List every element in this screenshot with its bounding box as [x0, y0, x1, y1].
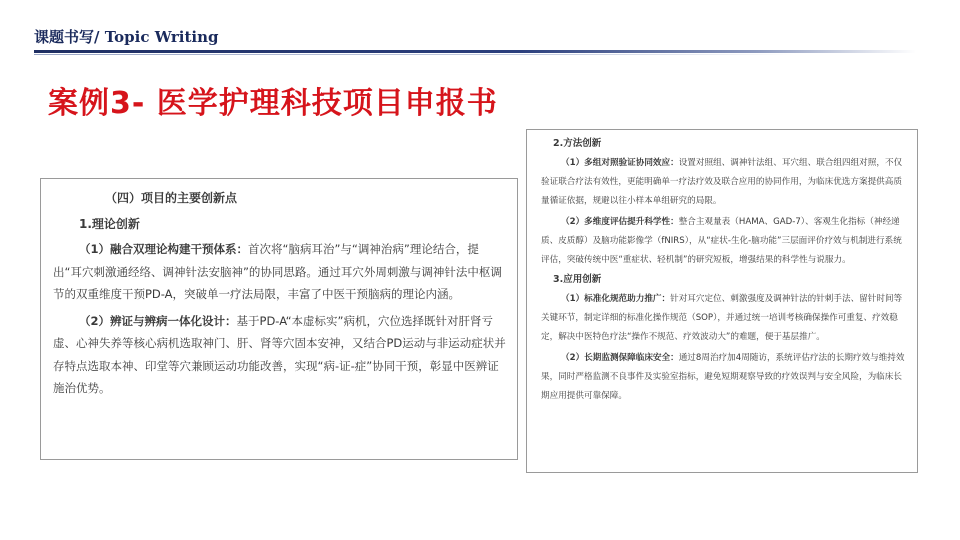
- left-document-image: [40, 178, 518, 460]
- method-item-1-body: 设置对照组、调神针法组、耳穴组、联合组四组对照，不仅验证联合疗法有效性，更能明确单一疗法疗效及联合应用的协同作用，为临床优选方案提供高质量循证依据，规避以往小样本单组研究的局限。: [541, 158, 903, 206]
- theory-innovation-heading: 1.理论创新: [79, 217, 140, 231]
- method-item-1-lead: （1）多组对照验证协同效应：: [561, 158, 679, 168]
- application-item-2: [541, 349, 905, 406]
- method-item-2: [541, 213, 905, 270]
- header-title-cn: 课题书写/: [34, 28, 100, 46]
- theory-item-1-lead: （1）融合双理论构建干预体系：: [79, 242, 248, 256]
- method-innovation-heading: 2.方法创新: [553, 138, 602, 149]
- right-document-image: [526, 129, 918, 473]
- theory-item-2: [53, 310, 507, 400]
- slide-title: 案例3- 医学护理科技项目申报书: [48, 86, 498, 121]
- application-item-2-body: 通过8周治疗加4周随访，系统评估疗法的长期疗效与维持效果，同时严格监测不良事件及实验室指标，避免短期观察导致的疗效误判与安全风险，为临床长期应用提供可靠保障。: [541, 353, 905, 401]
- application-innovation-heading: 3.应用创新: [553, 274, 602, 285]
- application-item-1: [541, 290, 905, 347]
- header-title-en: Topic Writing: [104, 28, 219, 46]
- method-item-1: [541, 154, 905, 211]
- application-item-1-lead: （1）标准化规范助力推广：: [561, 294, 671, 304]
- header-divider-thin: [34, 54, 794, 55]
- header-divider: [34, 50, 916, 53]
- theory-item-2-body: 基于PD-A“本虚标实”病机，穴位选择既针对肝肾亏虚、心神失养等核心病机选取神门、肝、肾等穴固本安神，又结合PD运动与非运动症状并存特点选取本神、印堂等穴兼顾运动功能改善，实现“病-证-症”协同干预，彰显中医辨证施治优势。: [53, 313, 506, 395]
- theory-item-1: [53, 238, 507, 306]
- theory-item-1-body: 首次将“脑病耳治”与“调神治病”理论结合，提出“耳穴刺激通经络、调神针法安脑神”的协同思路。通过耳穴外周刺激与调神针法中枢调节的双重维度干预PD-A，突破单一疗法局限，丰富了中医干预脑病的理论内涵。: [53, 242, 502, 301]
- theory-item-2-lead: （2）辨证与辨病一体化设计：: [79, 313, 237, 328]
- application-item-2-lead: （2）长期监测保障临床安全：: [561, 353, 679, 363]
- left-section-heading: （四）项目的主要创新点: [105, 191, 238, 205]
- application-item-1-body: 针对耳穴定位、刺激强度及调神针法的针刺手法、留针时间等关键环节，制定详细的标准化操作规范（SOP），并通过统一培训考核确保操作可重复、疗效稳定，解决中医特色疗法“操作不规范、疗效波动大”的难题，便于基层推广。: [541, 294, 903, 342]
- method-item-2-body: 整合主观量表（HAMA、GAD-7）、客观生化指标（神经递质、皮质醇）及脑功能影像学（fNIRS），从“症状-生化-脑功能”三层面评价疗效与机制进行系统评估，突破传统中医“重症状、轻机制”的研究短板，增强结果的科学性与说服力。: [541, 217, 902, 265]
- header-title: [34, 26, 219, 47]
- method-item-2-lead: （2）多维度评估提升科学性：: [561, 217, 679, 227]
